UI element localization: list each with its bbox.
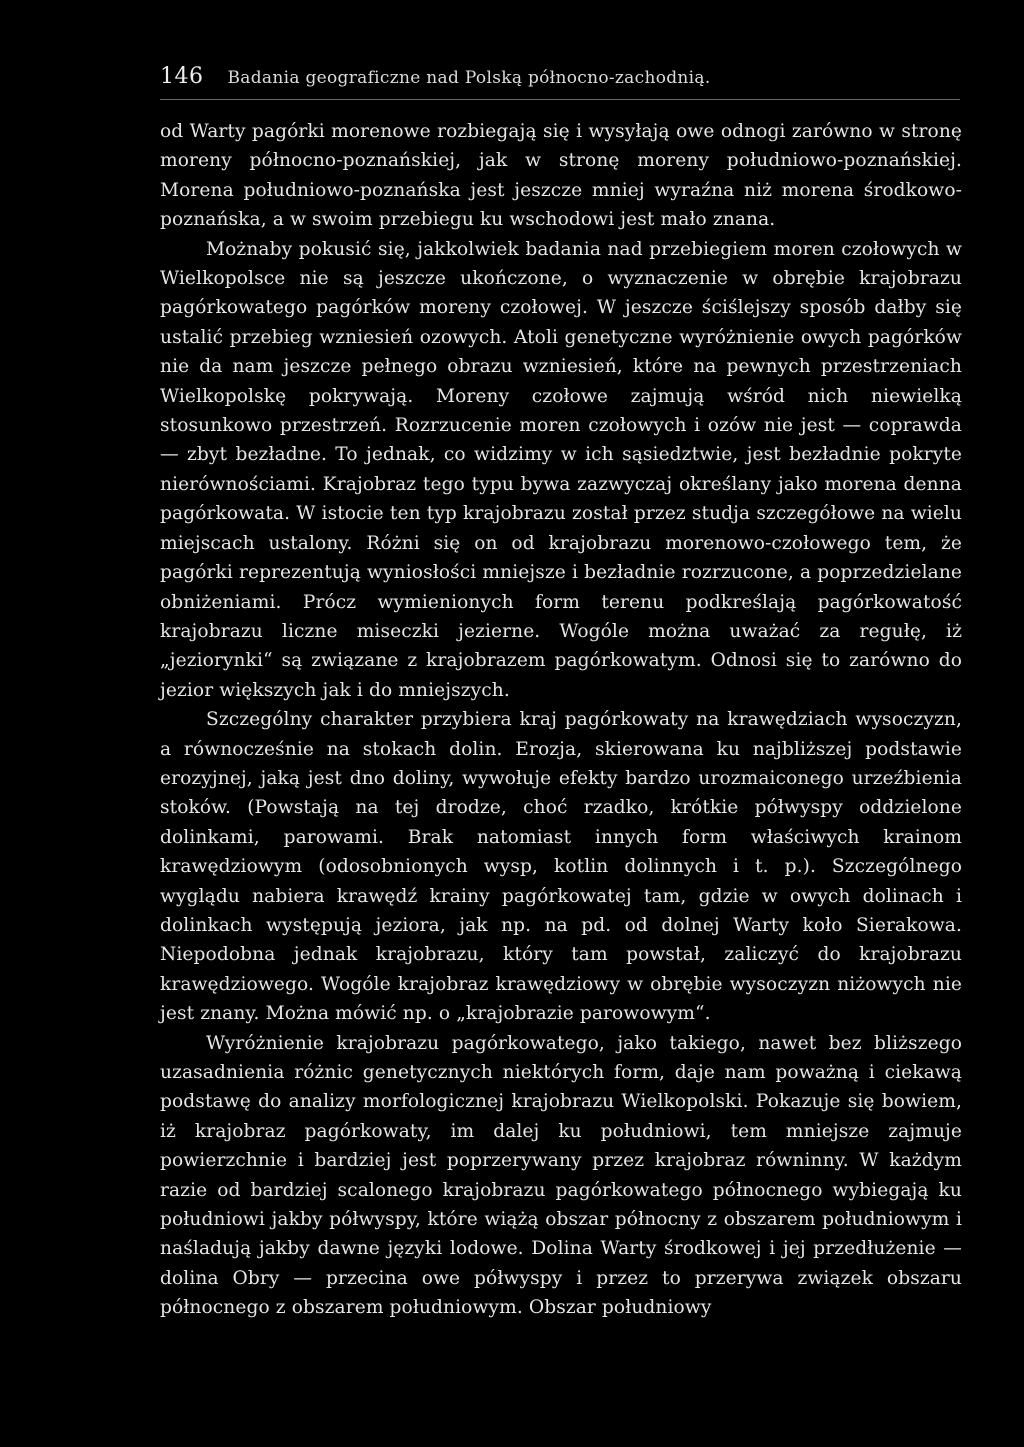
- body-text: [160, 117, 962, 1323]
- paragraph-3: Szczególny charakter przybiera kraj pagórkowaty na krawędziach wysoczyzn, a równocześnie na stokach dolin. Erozja, skierowana ku najbliższej podstawie erozyjnej, jaką jest dno doliny, wywołuje efekty bardzo urozmaiconego urzeźbienia stoków. (Powstają na tej drodze, choć rzadko, krótkie półwyspy oddzielone dolinkami, parowami. Brak natomiast innych form właściwych krainom krawędziowym (odosobnionych wysp, kotlin dolinnych i t. p.). Szczególnego wyglądu nabiera krawędź krainy pagórkowatej tam, gdzie w owych dolinach i dolinkach występują jeziora, jak np. na pd. od dolnej Warty koło Sierakowa. Niepodobna jednak krajobrazu, który tam powstał, zaliczyć do krajobrazu krawędziowego. Wogóle krajobraz krawędziowy w obrębie wysoczyzn niżowych nie jest znany. Można mówić np. o „krajobrazie parowowym“.: [160, 709, 962, 1025]
- paragraph-2: Możnaby pokusić się, jakkolwiek badania nad przebiegiem moren czołowych w Wielkopolsce nie są jeszcze ukończone, o wyznaczenie w obrębie krajobrazu pagórkowatego pagórków moreny czołowej. W jeszcze ściślejszy sposób dałby się ustalić przebieg wzniesień ozowych. Atoli genetyczne wyróżnienie owych pagórków nie da nam jeszcze pełnego obrazu wzniesień, które na pewnych przestrzeniach Wielkopolskę pokrywają. Moreny czołowe zajmują wśród nich niewielką stosunkowo przestrzeń. Rozrzucenie moren czołowych i ozów nie jest — coprawda — zbyt bezładne. To jednak, co widzimy w ich sąsiedztwie, jest bezładnie pokryte nierównościami. Krajobraz tego typu bywa zazwyczaj określany jako morena denna pagórkowata. W istocie ten typ krajobrazu został przez studja szczegółowe na wielu miejscach ustalony. Różni się on od krajobrazu morenowo-czołowego tem, że pagórki reprezentują wyniosłości mniejsze i bezładnie rozrzucone, a poprzedzielane obniżeniami. Prócz wymienionych form terenu podkreślają pagórkowatość krajobrazu liczne miseczki jezierne. Wogóle można uważać za regułę, iż „jeziorynki“ są związane z krajobrazem pagórkowatym. Odnosi się to zarówno do jezior większych jak i do mniejszych.: [160, 238, 962, 701]
- running-head: [160, 64, 960, 89]
- page-number: 146: [160, 64, 204, 89]
- header-rule: [160, 99, 960, 100]
- running-title: Badania geograficzne nad Polską północno-zachodnią.: [227, 68, 711, 88]
- paragraph-1: od Warty pagórki morenowe rozbiegają się i wysyłają owe odnogi zarówno w stronę moreny północno-poznańskiej, jak w stronę moreny południowo-poznańskiej. Morena południowo-poznańska jest jeszcze mniej wyraźna niż morena środkowo-poznańska, a w swoim przebiegu ku wschodowi jest mało znana.: [160, 121, 962, 231]
- paragraph-4: Wyróżnienie krajobrazu pagórkowatego, jako takiego, nawet bez bliższego uzasadnienia różnic genetycznych niektórych form, daje nam poważną i ciekawą podstawę do analizy morfologicznej krajobrazu Wielkopolski. Pokazuje się bowiem, iż krajobraz pagórkowaty, im dalej ku południowi, tem mniejsze zajmuje powierzchnie i bardziej jest poprzerywany przez krajobraz równinny. W każdym razie od bardziej scalonego krajobrazu pagórkowatego północnego wybiegają ku południowi jakby półwyspy, które wiążą obszar północny z obszarem południowym i naśladują jakby dawne języki lodowe. Dolina Warty środkowej i jej przedłużenie — dolina Obry — przecina owe półwyspy i przez to przerywa związek obszaru północnego z obszarem południowym. Obszar południowy: [160, 1032, 962, 1319]
